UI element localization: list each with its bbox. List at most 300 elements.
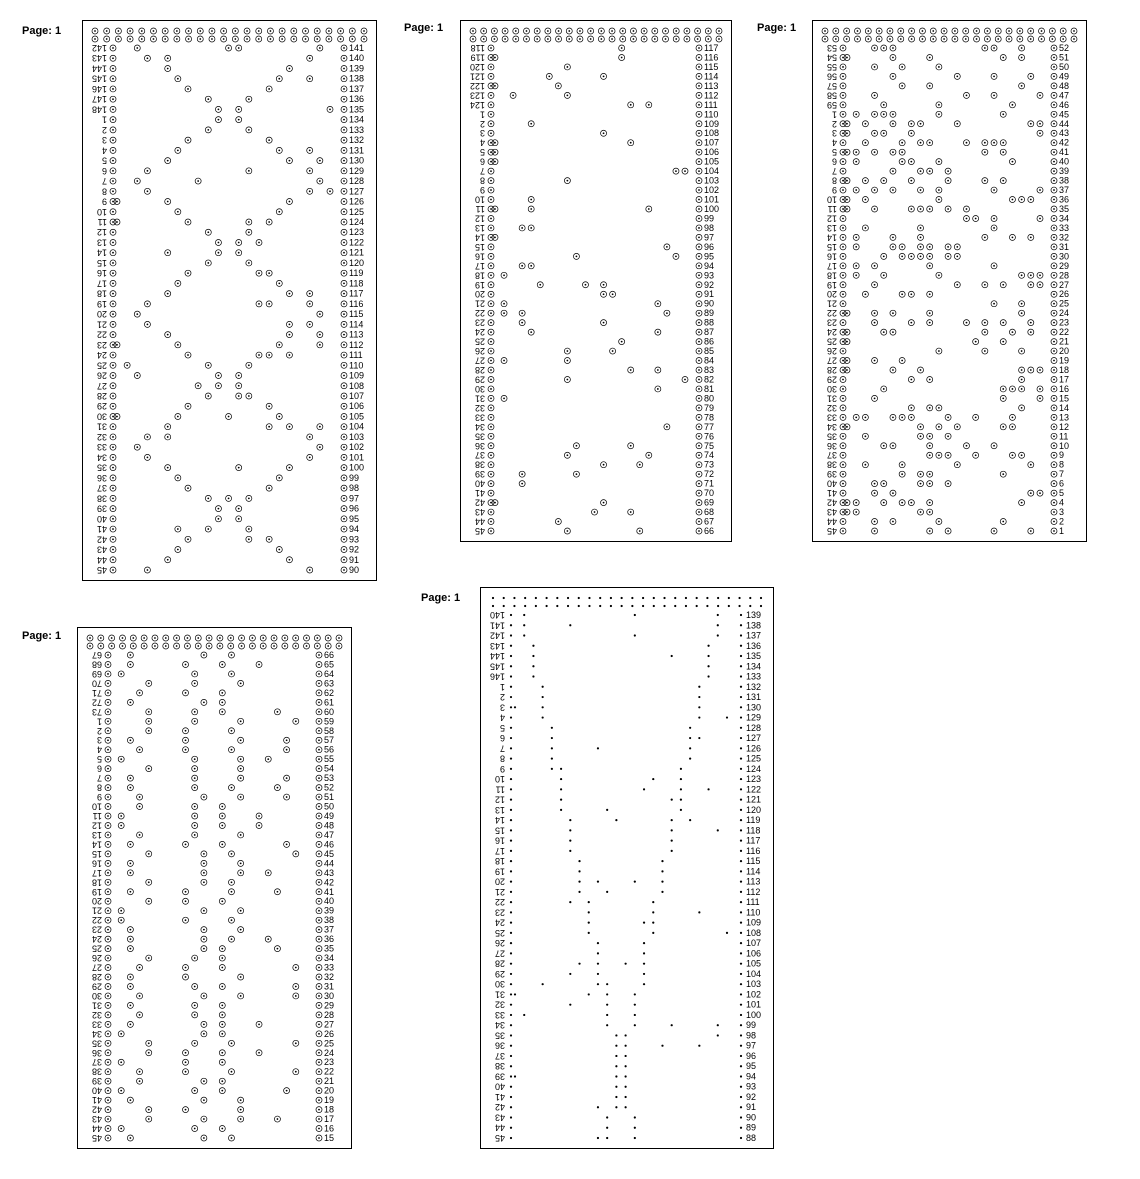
- right-row-number: 132: [746, 681, 762, 692]
- pattern-hole: [899, 253, 905, 259]
- right-row-number: 99: [746, 1020, 757, 1031]
- pattern-hole: [165, 250, 171, 256]
- right-row-number: 45: [1059, 109, 1070, 120]
- pattern-hole: [246, 536, 252, 542]
- top-hole-1-0: [87, 643, 93, 649]
- left-row-number: 59: [826, 99, 837, 110]
- top-hole-0-15: [984, 28, 990, 34]
- pattern-hole: [114, 413, 120, 419]
- pattern-hole: [1019, 83, 1025, 89]
- pattern-hole: [963, 140, 969, 146]
- pattern-hole: [954, 253, 960, 259]
- pattern-hole: [601, 130, 607, 136]
- pattern-hole: [118, 917, 124, 923]
- pattern-hole: [238, 718, 244, 724]
- pattern-hole: [689, 737, 691, 739]
- right-edge-hole: [740, 809, 742, 811]
- left-edge-hole: [488, 272, 494, 278]
- pattern-hole: [872, 358, 878, 364]
- pattern-hole: [564, 64, 570, 70]
- pattern-hole: [293, 983, 299, 989]
- right-edge-hole: [1051, 358, 1057, 364]
- right-row-number: 101: [349, 452, 365, 463]
- pattern-hole: [872, 481, 878, 487]
- pattern-hole: [573, 443, 579, 449]
- left-row-number: 8: [101, 186, 107, 197]
- pattern-hole: [1019, 301, 1025, 307]
- pattern-hole: [597, 963, 599, 965]
- left-row-number: 39: [96, 503, 107, 514]
- pattern-hole: [881, 329, 887, 335]
- pattern-hole: [936, 102, 942, 108]
- pattern-hole: [927, 140, 933, 146]
- pattern-hole: [307, 567, 313, 573]
- pattern-hole: [127, 974, 133, 980]
- pattern-hole: [628, 140, 634, 146]
- pattern-hole: [532, 675, 534, 677]
- pattern-hole: [307, 147, 313, 153]
- top-hole-0-14: [642, 597, 644, 599]
- right-edge-hole: [1051, 215, 1057, 221]
- left-row-number: 34: [474, 421, 485, 432]
- pattern-hole: [1037, 272, 1043, 278]
- pattern-hole: [228, 936, 234, 942]
- top-hole-1-16: [260, 643, 266, 649]
- left-edge-hole: [488, 45, 494, 51]
- left-edge-hole: [840, 111, 846, 117]
- pattern-hole: [183, 737, 189, 743]
- pattern-hole: [628, 509, 634, 515]
- right-edge-hole: [740, 696, 742, 698]
- pattern-hole: [1000, 282, 1006, 288]
- pattern-hole: [963, 320, 969, 326]
- pattern-hole: [307, 434, 313, 440]
- pattern-hole: [569, 819, 571, 821]
- pattern-hole: [597, 1106, 599, 1108]
- right-edge-hole: [1051, 168, 1057, 174]
- right-row-number: 108: [704, 128, 720, 139]
- pattern-hole: [671, 829, 673, 831]
- right-edge-hole: [696, 168, 702, 174]
- right-edge-hole: [341, 342, 347, 348]
- right-row-number: 94: [704, 260, 715, 271]
- pattern-hole: [144, 188, 150, 194]
- right-row-number: 139: [746, 610, 762, 620]
- left-row-number: 17: [474, 260, 485, 271]
- left-edge-hole: [488, 367, 494, 373]
- left-edge-hole: [840, 414, 846, 420]
- left-row-number: 19: [96, 298, 107, 309]
- pattern-hole: [1000, 178, 1006, 184]
- right-edge-hole: [740, 922, 742, 924]
- pattern-hole: [537, 282, 543, 288]
- pattern-hole: [165, 291, 171, 297]
- right-edge-hole: [740, 655, 742, 657]
- left-row-number: 25: [96, 360, 107, 371]
- left-row-number: 3: [499, 702, 505, 713]
- left-row-number: 36: [91, 1047, 102, 1058]
- pattern-hole: [118, 671, 124, 677]
- pattern-hole: [492, 206, 498, 212]
- pattern-hole: [1028, 197, 1034, 203]
- right-row-number: 18: [324, 1104, 335, 1115]
- pattern-hole: [918, 424, 924, 430]
- top-hole-1-23: [716, 36, 722, 42]
- top-hole-0-13: [228, 635, 234, 641]
- left-row-number: 6: [499, 733, 505, 744]
- right-row-number: 115: [349, 309, 364, 320]
- pattern-hole: [862, 291, 868, 297]
- left-edge-hole: [510, 624, 512, 626]
- right-edge-hole: [696, 376, 702, 382]
- right-edge-hole: [341, 475, 347, 481]
- pattern-hole: [1000, 424, 1006, 430]
- left-edge-hole: [840, 102, 846, 108]
- right-edge-hole: [1051, 159, 1057, 165]
- right-row-number: 125: [349, 206, 365, 217]
- pattern-hole: [519, 471, 525, 477]
- pattern-hole: [528, 206, 534, 212]
- left-row-number: 8: [831, 175, 837, 186]
- left-row-number: 31: [91, 1000, 102, 1011]
- right-row-number: 52: [324, 782, 335, 793]
- pattern-hole: [183, 1069, 189, 1075]
- right-edge-hole: [341, 383, 347, 389]
- pattern-hole: [643, 922, 645, 924]
- top-hole-0-3: [502, 28, 508, 34]
- top-hole-0-20: [1039, 28, 1045, 34]
- right-edge-hole: [696, 244, 702, 250]
- right-row-number: 57: [324, 735, 335, 746]
- pattern-hole: [927, 509, 933, 515]
- right-row-number: 50: [324, 801, 335, 812]
- right-row-number: 17: [324, 1114, 335, 1125]
- left-row-number: 13: [474, 222, 485, 233]
- right-edge-hole: [316, 1040, 322, 1046]
- pattern-hole: [246, 495, 252, 501]
- left-edge-hole: [510, 788, 512, 790]
- pattern-hole: [523, 624, 525, 626]
- right-edge-hole: [316, 1021, 322, 1027]
- pattern-hole: [134, 444, 140, 450]
- pattern-hole: [266, 137, 272, 143]
- left-edge-hole: [488, 405, 494, 411]
- top-hole-1-23: [738, 605, 740, 607]
- pattern-hole: [144, 168, 150, 174]
- pattern-hole: [890, 414, 896, 420]
- right-edge-hole: [316, 756, 322, 762]
- pattern-hole: [872, 490, 878, 496]
- top-hole-0-6: [162, 28, 168, 34]
- left-edge-hole: [488, 358, 494, 364]
- left-row-number: 30: [474, 383, 485, 394]
- top-hole-0-23: [1071, 28, 1077, 34]
- right-edge-hole: [341, 260, 347, 266]
- left-edge-hole: [105, 766, 111, 772]
- pattern-hole: [492, 159, 498, 165]
- left-row-number: 3: [831, 128, 837, 139]
- left-row-number: 145: [489, 661, 505, 672]
- top-hole-1-0: [822, 36, 828, 42]
- left-row-number: 11: [475, 204, 485, 214]
- pattern-hole: [192, 1126, 198, 1132]
- left-edge-hole: [110, 332, 116, 338]
- right-edge-hole: [341, 280, 347, 286]
- pattern-hole: [918, 168, 924, 174]
- top-hole-1-4: [139, 36, 145, 42]
- right-edge-hole: [740, 1065, 742, 1067]
- left-edge-hole: [840, 481, 846, 487]
- left-row-number: 29: [96, 401, 107, 412]
- right-edge-hole: [740, 716, 742, 718]
- right-row-number: 41: [324, 886, 335, 897]
- pattern-hole: [707, 645, 709, 647]
- left-edge-hole: [510, 1045, 512, 1047]
- left-edge-hole: [510, 665, 512, 667]
- pattern-hole: [183, 898, 189, 904]
- right-row-number: 115: [746, 856, 761, 867]
- right-row-number: 26: [324, 1028, 335, 1039]
- pattern-hole: [183, 1050, 189, 1056]
- right-row-number: 105: [704, 156, 720, 167]
- top-hole-0-1: [503, 597, 505, 599]
- right-row-number: 117: [746, 835, 761, 846]
- pattern-hole: [927, 443, 933, 449]
- right-edge-hole: [316, 775, 322, 781]
- pattern-hole: [192, 709, 198, 715]
- right-edge-hole: [316, 946, 322, 952]
- pattern-hole: [637, 462, 643, 468]
- right-row-number: 83: [704, 365, 715, 375]
- pattern-hole: [899, 159, 905, 165]
- pattern-hole: [1028, 528, 1034, 534]
- right-edge-hole: [740, 952, 742, 954]
- pattern-hole: [908, 376, 914, 382]
- top-hole-1-1: [104, 36, 110, 42]
- pattern-hole: [238, 794, 244, 800]
- left-row-number: 43: [474, 507, 485, 518]
- left-row-number: 24: [474, 327, 485, 338]
- right-edge-hole: [341, 444, 347, 450]
- right-row-number: 63: [324, 678, 335, 689]
- right-edge-hole: [316, 841, 322, 847]
- pattern-hole: [918, 206, 924, 212]
- right-row-number: 88: [746, 1133, 757, 1143]
- right-row-number: 130: [746, 702, 762, 713]
- right-row-number: 72: [704, 469, 715, 480]
- right-row-number: 104: [746, 968, 762, 979]
- pattern-hole: [982, 348, 988, 354]
- pattern-hole: [1019, 500, 1025, 506]
- right-edge-hole: [696, 282, 702, 288]
- left-row-number: 39: [494, 1071, 505, 1082]
- top-hole-1-10: [209, 36, 215, 42]
- right-row-number: 21: [1059, 336, 1070, 347]
- pattern-hole: [588, 901, 590, 903]
- left-row-number: 15: [96, 257, 107, 268]
- pattern-hole: [881, 45, 887, 51]
- right-row-number: 108: [349, 380, 365, 391]
- top-hole-0-2: [115, 28, 121, 34]
- pattern-hole: [201, 993, 207, 999]
- pattern-hole: [246, 127, 252, 133]
- right-edge-hole: [341, 127, 347, 133]
- left-row-number: 29: [494, 968, 505, 979]
- right-row-number: 101: [704, 194, 720, 205]
- left-edge-hole: [110, 403, 116, 409]
- top-hole-1-19: [1028, 36, 1034, 42]
- pattern-hole: [236, 239, 242, 245]
- left-row-number: 39: [474, 469, 485, 480]
- right-edge-hole: [1051, 376, 1057, 382]
- top-hole-0-3: [854, 28, 860, 34]
- top-hole-0-18: [282, 635, 288, 641]
- top-hole-1-13: [228, 643, 234, 649]
- pattern-hole: [890, 234, 896, 240]
- left-edge-hole: [105, 1021, 111, 1027]
- left-edge-hole: [510, 675, 512, 677]
- top-hole-0-21: [717, 597, 719, 599]
- chart-sheet-2: [460, 20, 732, 542]
- pattern-hole: [927, 528, 933, 534]
- pattern-hole: [872, 45, 878, 51]
- pattern-hole: [514, 706, 516, 708]
- pattern-hole: [127, 946, 133, 952]
- pattern-hole: [973, 452, 979, 458]
- pattern-hole: [1000, 320, 1006, 326]
- pattern-hole: [634, 993, 636, 995]
- left-row-number: 42: [91, 1104, 102, 1115]
- right-edge-hole: [341, 403, 347, 409]
- pattern-hole: [127, 737, 133, 743]
- top-hole-1-4: [865, 36, 871, 42]
- pattern-hole: [899, 64, 905, 70]
- right-edge-hole: [696, 367, 702, 373]
- pattern-hole: [192, 756, 198, 762]
- left-edge-hole: [110, 526, 116, 532]
- pattern-hole: [165, 199, 171, 205]
- right-row-number: 111: [746, 897, 760, 908]
- top-hole-1-4: [513, 36, 519, 42]
- right-edge-hole: [696, 509, 702, 515]
- top-hole-1-5: [523, 36, 529, 42]
- right-row-number: 1: [1059, 526, 1065, 536]
- pattern-hole: [226, 413, 232, 419]
- pattern-hole: [1000, 140, 1006, 146]
- pattern-hole: [501, 395, 507, 401]
- right-edge-hole: [316, 690, 322, 696]
- right-row-number: 12: [1059, 421, 1070, 432]
- right-row-number: 67: [704, 516, 715, 527]
- pattern-hole: [201, 908, 207, 914]
- right-edge-hole: [341, 45, 347, 51]
- right-row-number: 50: [1059, 61, 1070, 72]
- pattern-hole: [144, 55, 150, 61]
- right-edge-hole: [1051, 490, 1057, 496]
- right-row-number: 115: [704, 61, 719, 72]
- left-row-number: 20: [474, 289, 485, 300]
- right-row-number: 96: [349, 503, 360, 514]
- left-edge-hole: [840, 433, 846, 439]
- right-row-number: 108: [746, 927, 762, 938]
- pattern-hole: [671, 798, 673, 800]
- pattern-hole: [918, 367, 924, 373]
- right-edge-hole: [740, 757, 742, 759]
- right-edge-hole: [740, 932, 742, 934]
- pattern-hole: [1019, 386, 1025, 392]
- pattern-hole: [954, 73, 960, 79]
- right-edge-hole: [696, 528, 702, 534]
- pattern-hole: [927, 405, 933, 411]
- right-edge-hole: [740, 993, 742, 995]
- top-hole-1-20: [706, 605, 708, 607]
- pattern-hole: [573, 471, 579, 477]
- right-row-number: 127: [746, 733, 762, 744]
- pattern-hole: [927, 206, 933, 212]
- pattern-hole: [127, 1002, 133, 1008]
- left-row-number: 67: [91, 650, 102, 660]
- pattern-hole: [918, 225, 924, 231]
- top-hole-1-8: [186, 36, 192, 42]
- pattern-hole: [219, 898, 225, 904]
- right-row-number: 26: [1059, 289, 1070, 300]
- pattern-hole: [597, 881, 599, 883]
- left-row-number: 16: [91, 858, 102, 869]
- left-edge-hole: [488, 130, 494, 136]
- left-edge-hole: [510, 850, 512, 852]
- top-hole-1-23: [1071, 36, 1077, 42]
- left-row-number: 30: [494, 979, 505, 990]
- right-row-number: 45: [324, 848, 335, 859]
- right-row-number: 68: [704, 507, 715, 518]
- pattern-hole: [228, 1069, 234, 1075]
- right-row-number: 74: [704, 450, 715, 461]
- top-hole-0-19: [696, 597, 698, 599]
- pattern-hole: [183, 728, 189, 734]
- pattern-hole: [927, 263, 933, 269]
- pattern-hole: [127, 870, 133, 876]
- left-row-number: 10: [474, 194, 485, 205]
- left-row-number: 6: [96, 763, 102, 774]
- pattern-hole: [201, 860, 207, 866]
- pattern-hole: [228, 879, 234, 885]
- top-hole-1-17: [674, 605, 676, 607]
- left-row-number: 5: [96, 754, 102, 765]
- left-edge-hole: [510, 614, 512, 616]
- left-row-number: 45: [494, 1133, 505, 1143]
- right-edge-hole: [316, 1050, 322, 1056]
- left-row-number: 31: [96, 421, 107, 432]
- pattern-hole: [890, 443, 896, 449]
- left-edge-hole: [510, 747, 512, 749]
- pattern-hole: [615, 1065, 617, 1067]
- top-hole-0-16: [279, 28, 285, 34]
- pattern-hole: [945, 253, 951, 259]
- top-hole-1-13: [963, 36, 969, 42]
- top-hole-1-21: [338, 36, 344, 42]
- right-edge-hole: [696, 73, 702, 79]
- right-edge-hole: [696, 206, 702, 212]
- top-hole-1-8: [909, 36, 915, 42]
- right-row-number: 97: [746, 1040, 757, 1051]
- right-edge-hole: [1051, 206, 1057, 212]
- pattern-hole: [274, 889, 280, 895]
- left-edge-hole: [488, 528, 494, 534]
- right-row-number: 15: [324, 1133, 335, 1143]
- pattern-hole: [205, 393, 211, 399]
- left-row-number: 11: [92, 811, 102, 821]
- left-edge-hole: [105, 822, 111, 828]
